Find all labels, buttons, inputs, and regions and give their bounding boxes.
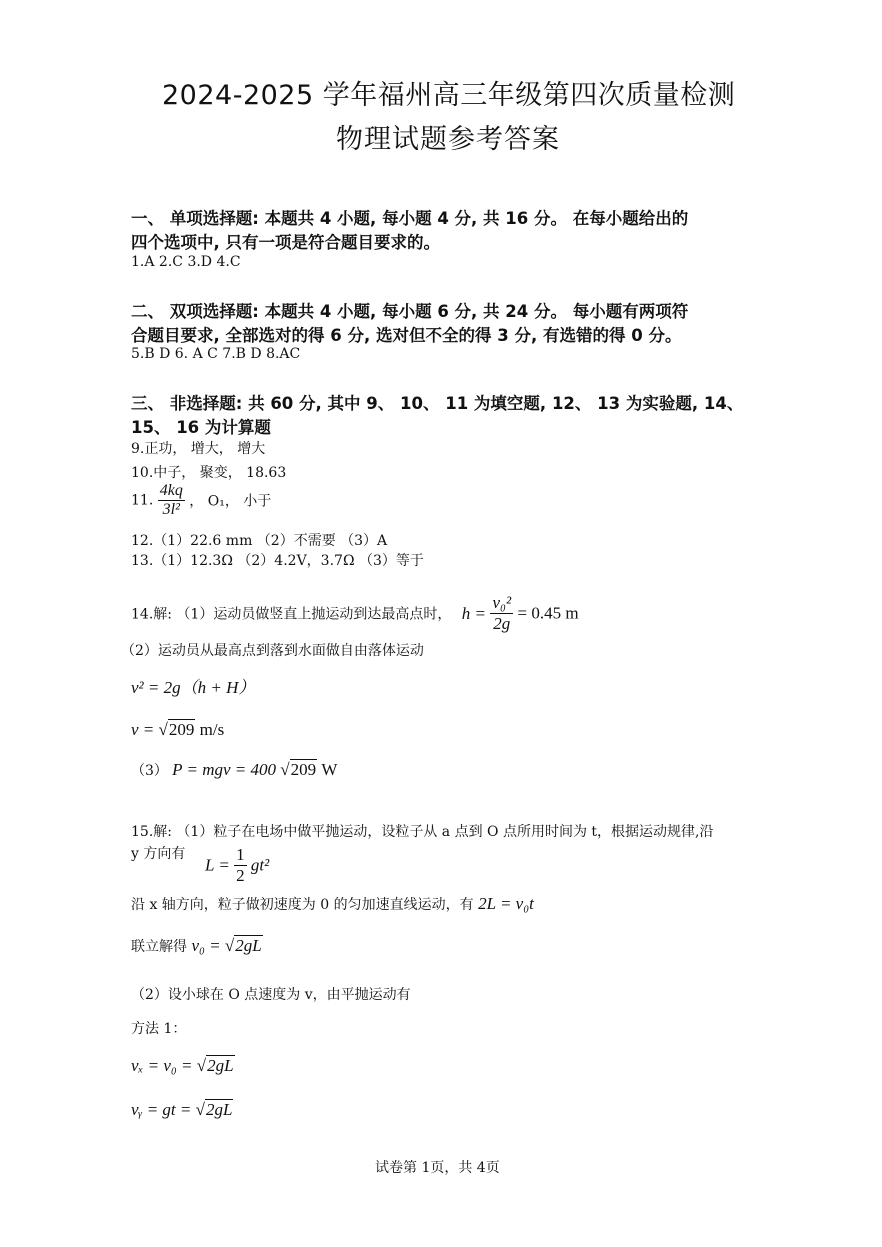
- section2-answers: 5.B D 6. A C 7.B D 8.AC: [131, 346, 301, 362]
- q15-eq1-lhs: L =: [205, 855, 230, 875]
- q15-line4-sqrt: √2gL: [224, 936, 262, 955]
- q11-denominator: 3l²: [162, 500, 180, 518]
- q11-fraction: [158, 482, 185, 519]
- page-title: 2024-2025 学年福州高三年级第四次质量检测: [162, 80, 736, 111]
- q15-line4-lhs: v₀ =: [191, 936, 221, 955]
- q15-line4-radicand: 2gL: [235, 936, 262, 955]
- q11-prefix: 11.: [131, 492, 154, 509]
- q15-eq-vx-sqrt: √2gL: [196, 1056, 234, 1075]
- q15-line4: [131, 936, 263, 956]
- q15-eq-vy-lhs: vᵧ = gt =: [131, 1100, 192, 1119]
- q14-eq2-radicand: 209: [168, 720, 195, 739]
- answer-q13: 13.（1）12.3Ω （2）4.2V，3.7Ω （3）等于: [131, 553, 424, 569]
- q14-eq3-unit: W: [321, 760, 338, 779]
- section1-heading-line2: 四个选项中, 只有一项是符合题目要求的。: [131, 233, 441, 252]
- q14-eq2-unit: m/s: [199, 720, 225, 739]
- q14-eq3: [131, 760, 337, 780]
- q14-eq3-radicand: 209: [290, 760, 317, 779]
- q15-eq-vy-radicand: 2gL: [205, 1100, 233, 1119]
- section2-heading-line2: 合题目要求, 全部选对的得 6 分, 选对但不全的得 3 分, 有选错的得 0 分。: [131, 326, 682, 345]
- q15-eq-vy-sqrt: √2gL: [195, 1100, 233, 1119]
- q15-eq1-numerator: 1: [236, 845, 245, 864]
- q15-eq-vy: [131, 1100, 233, 1120]
- section1-answers: 1.A 2.C 3.D 4.C: [131, 254, 241, 270]
- q15-eq-vx: [131, 1056, 235, 1076]
- q14-denominator: 2g: [493, 613, 511, 633]
- q14-result: = 0.45 m: [517, 603, 579, 623]
- answer-q9: 9.正功， 增大， 增大: [131, 441, 266, 457]
- q15-eq1-fraction: [234, 846, 247, 885]
- q11-rest: ， O₁， 小于: [189, 493, 272, 510]
- q14-line1-text: 14.解: （1）运动员做竖直上抛运动到达最高点时，: [131, 606, 452, 623]
- q15-line3: [131, 894, 534, 914]
- q15-line1: 15.解: （1）粒子在电场中做平抛运动，设粒子从 a 点到 O 点所用时间为 t，根据运动规律,沿: [131, 824, 714, 840]
- q14-eq3-label: （3）: [131, 763, 168, 779]
- q14-eq2-lhs: v =: [131, 720, 155, 739]
- q15-line4-eq: [191, 936, 262, 955]
- answer-q11: [131, 482, 271, 519]
- q14-eq3-sqrt: √209: [280, 760, 317, 779]
- q14-numerator: v₀²: [492, 593, 512, 612]
- q14-line2: （2）运动员从最高点到落到水面做自由落体运动: [121, 643, 424, 659]
- page-footer: 试卷第 1页，共 4页: [375, 1160, 500, 1176]
- q14-line1: [131, 594, 579, 633]
- answer-q10: 10.中子， 聚变， 18.63: [131, 465, 287, 481]
- q14-eq3-lhs: P = mgv = 400: [172, 760, 277, 779]
- q15-eq-vx-lhs: vₓ = v₀ =: [131, 1056, 193, 1075]
- q15-line5: （2）设小球在 O 点速度为 v，由平抛运动有: [131, 987, 411, 1003]
- q15-eq1-rhs: gt²: [250, 855, 270, 875]
- section2-heading-line1: 二、 双项选择题: 本题共 4 小题, 每小题 6 分, 共 24 分。 每小题有两项符: [131, 302, 689, 321]
- q15-eq1: [205, 846, 269, 885]
- section1-heading-line1: 一、 单项选择题: 本题共 4 小题, 每小题 4 分, 共 16 分。 在每小题给出的: [131, 209, 689, 228]
- q15-eq-vx-radicand: 2gL: [207, 1056, 234, 1075]
- q14-h: h =: [461, 603, 487, 623]
- q14-fraction: [490, 594, 513, 633]
- q15-eq1-denominator: 2: [236, 865, 245, 885]
- q14-eq2: [131, 720, 224, 740]
- section3-heading-line2: 15、 16 为计算题: [131, 418, 271, 437]
- page-subtitle: 物理试题参考答案: [336, 124, 560, 155]
- q15-line3-eq: 2L = v₀t: [478, 894, 534, 913]
- q15-line6: 方法 1：: [131, 1021, 187, 1037]
- q11-numerator: 4kq: [159, 482, 183, 499]
- q14-eq2-sqrt: √209: [158, 720, 195, 739]
- q15-line4-text: 联立解得: [131, 939, 187, 955]
- q15-line2: y 方向有: [131, 846, 186, 862]
- section3-heading-line1: 三、 非选择题: 共 60 分, 其中 9、 10、 11 为填空题, 12、 13 为实验题, 14、: [131, 394, 744, 413]
- q15-line3-text: 沿 x 轴方向，粒子做初速度为 0 的匀加速直线运动，有: [131, 897, 474, 913]
- answer-q12: 12.（1）22.6 mm （2）不需要 （3）A: [131, 533, 388, 549]
- q14-eq1: v² = 2g（h + H）: [131, 678, 256, 697]
